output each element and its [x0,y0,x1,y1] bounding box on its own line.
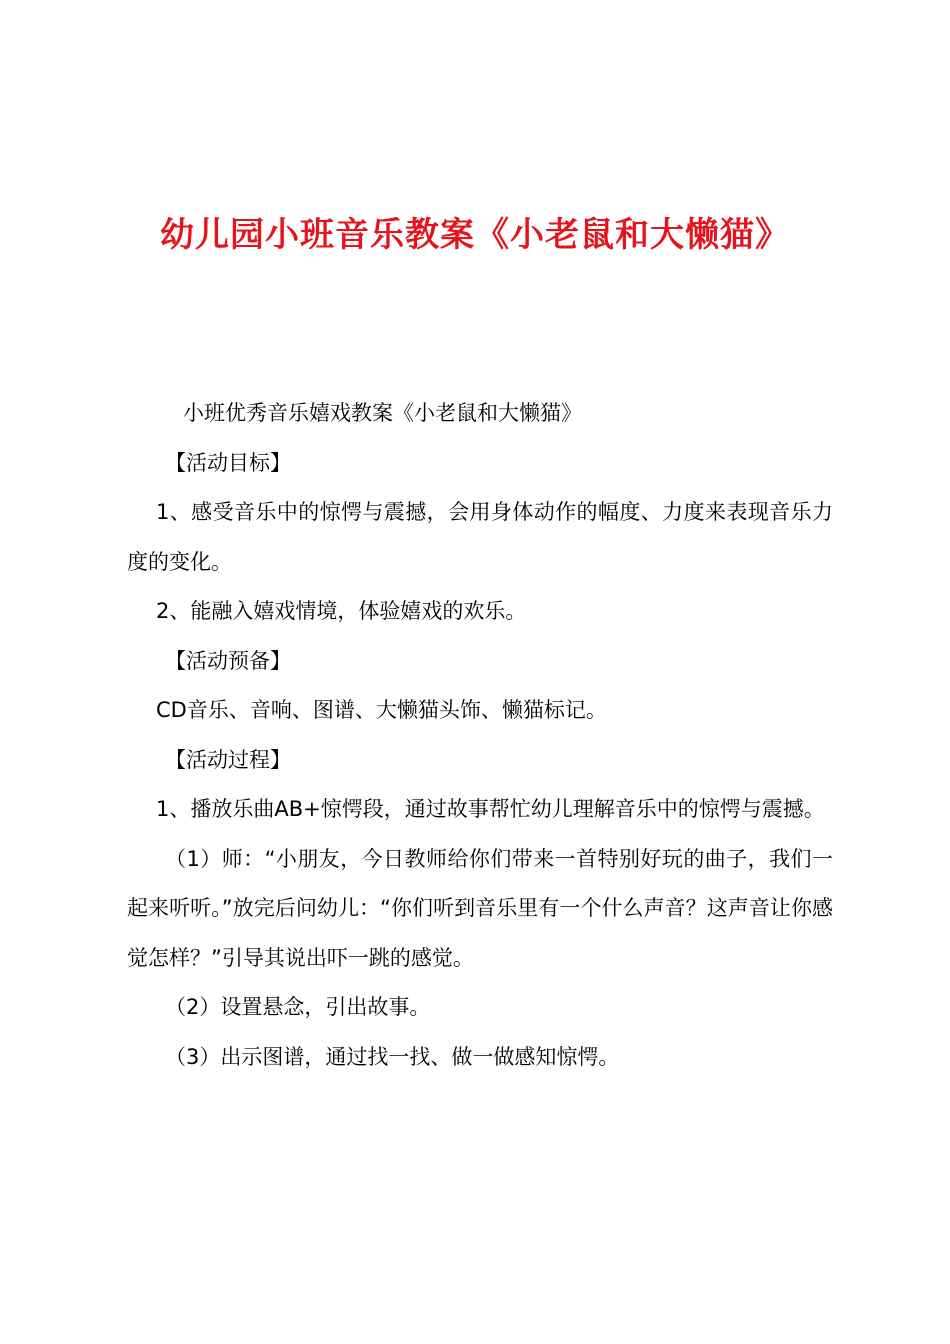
section-heading-process: 【活动过程】 [165,747,291,772]
document-title: 幼儿园小班音乐教案《小老鼠和大懒猫》 [160,215,790,255]
process-step-1: 1、播放乐曲AB+惊愕段，通过故事帮忙幼儿理解音乐中的惊愕与震撼。 [156,797,825,821]
goal-item-2: 2、能融入嬉戏情境，体验嬉戏的欢乐。 [156,599,527,623]
subtitle-paragraph: 小班优秀音乐嬉戏教案《小老鼠和大懒猫》 [183,401,582,425]
process-substep-3: （3）出示图谱，通过找一找、做一做感知惊愕。 [165,1044,620,1069]
process-substep-1: （1）师：“小朋友，今日教师给你们带来一首特别好玩的曲子，我们一起来听听。”放完后问幼儿：“你们听到音乐里有一个什么声音？这声音让你感觉怎样？”引导其说出吓一跳的感觉。 [127,846,833,970]
document-body [127,389,833,1082]
section-heading-preparation: 【活动预备】 [165,648,291,673]
section-heading-goals: 【活动目标】 [165,450,291,475]
preparation-list: CD音乐、音响、图谱、大懒猫头饰、懒猫标记。 [156,698,607,722]
goal-item-1: 1、感受音乐中的惊愕与震撼，会用身体动作的幅度、力度来表现音乐力度的变化。 [127,500,833,574]
process-substep-2: （2）设置悬念，引出故事。 [165,995,431,1019]
